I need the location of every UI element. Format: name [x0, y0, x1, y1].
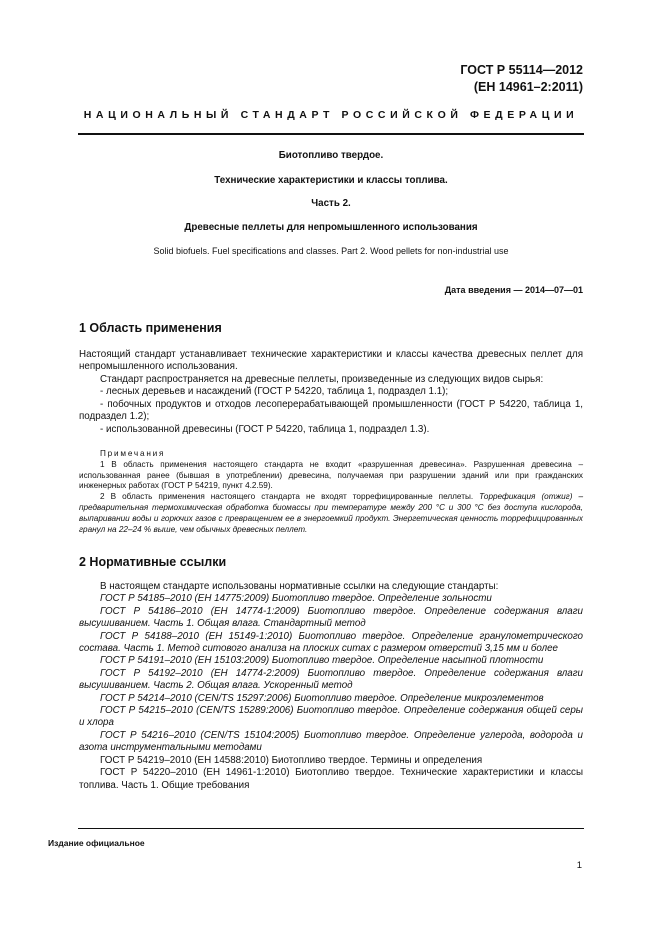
section-1-body — [79, 349, 583, 374]
note-2 — [79, 492, 583, 535]
ref-item: ГОСТ Р 54219–2010 (ЕН 14588:2010) Биотопливо твердое. Термины и определения — [100, 754, 483, 766]
title-line-3: Часть 2. — [311, 198, 351, 209]
ref-item: ГОСТ Р 54191–2010 (ЕН 15103:2009) Биотопливо твердое. Определение насыпной плотности — [100, 655, 544, 667]
refs-intro: В настоящем стандарте использованы нормативные ссылки на следующие стандарты: — [100, 581, 499, 592]
ref-item: ГОСТ Р 54192–2010 (ЕН 14774-2:2009) Биотопливо твердое. Определение содержания влаги высушиванием. Часть 2. Общая влага. Ускоренный метод — [79, 667, 583, 692]
section-2-body — [79, 581, 583, 792]
list-item-3: - использованной древесины (ГОСТ Р 54220, таблица 1, подраздел 1.3). — [100, 423, 430, 435]
para-scope-1: Настоящий стандарт устанавливает технические характеристики и классы качества древесных пеллет для непромышленного использования. — [79, 349, 583, 373]
national-standard-banner: НАЦИОНАЛЬНЫЙ СТАНДАРТ РОССИЙСКОЙ ФЕДЕРАЦИИ — [83, 109, 579, 121]
official-edition-label: Издание официальное — [48, 838, 145, 848]
ref-item: ГОСТ Р 54214–2010 (CEN/TS 15297:2006) Биотопливо твердое. Определение микроэлементов — [100, 692, 544, 704]
notes-block — [79, 449, 583, 535]
top-rule — [78, 133, 584, 135]
note-2-italic: Торрефикация (отжиг) – предварительная термохимическая обработка биомассы при температуре между 200 °С и 300 °С без доступа кислорода, выпаривании воды и горючих газов с превращением ее в энергоемкий продукт. Энергетическая ценность торрефицированных гранул на 22–24 % выше, чем обычных древесных пеллет. — [79, 492, 583, 534]
page-number: 1 — [576, 860, 582, 871]
english-title: Solid biofuels. Fuel specifications and classes. Part 2. Wood pellets for non-industrial use — [153, 246, 509, 256]
list-item-2: - побочных продуктов и отходов лесоперерабатывающей промышленности (ГОСТ Р 54220, таблица 1, подраздел 1.2); — [79, 398, 583, 423]
ref-item: ГОСТ Р 54186–2010 (ЕН 14774-1:2009) Биотопливо твердое. Определение содержания влаги высушиванием. Часть 1. Общая влага. Стандартный метод — [79, 605, 583, 630]
title-line-4: Древесные пеллеты для непромышленного использования — [184, 222, 478, 233]
notes-heading: Примечания — [100, 449, 166, 458]
ref-item: ГОСТ Р 54220–2010 (ЕН 14961-1:2010) Биотопливо твердое. Технические характеристики и классы топлива. Часть 1. Общие требования — [79, 767, 583, 791]
section-1-heading: 1 Область применения — [79, 321, 222, 335]
standard-code: ГОСТ Р 55114—2012 — [460, 63, 583, 77]
title-line-2: Технические характеристики и классы топлива. — [214, 175, 448, 186]
effective-date: Дата введения — 2014—07—01 — [444, 285, 583, 295]
ref-item: ГОСТ Р 54216–2010 (CEN/TS 15104:2005) Биотопливо твердое. Определение углерода, водорода и азота инструментальными методами — [79, 729, 583, 754]
ref-item: ГОСТ Р 54188–2010 (ЕН 15149-1:2010) Биотопливо твердое. Определение гранулометрического состава. Часть 1. Метод ситового анализа на плоских ситах с размером отверстий 3,15 мм и более — [79, 630, 583, 655]
footer-rule — [78, 828, 584, 829]
note-2-plain: 2 В область применения настоящего стандарта не входят торрефицированные пеллеты. — [100, 492, 474, 502]
section-1-list — [79, 374, 583, 436]
ref-item: ГОСТ Р 54215–2010 (CEN/TS 15289:2006) Биотопливо твердое. Определение содержания общей серы и хлора — [79, 705, 583, 729]
paragraph — [79, 349, 583, 374]
note-1: 1 В область применения настоящего стандарта не входит «разрушенная древесина». Разрушенная древесина – использованная ранее (бывшая в употреблении) древесина, получаемая при разрушении зданий или при гражданских инженерных работах (ГОСТ Р 54219, пункт 4.2.59). — [79, 459, 583, 491]
para-scope-2: Стандарт распространяется на древесные пеллеты, произведенные из следующих видов сырья: — [100, 374, 544, 385]
section-2-heading: 2 Нормативные ссылки — [79, 555, 227, 569]
standard-code-en: (ЕН 14961–2:2011) — [473, 80, 583, 94]
ref-item: ГОСТ Р 54185–2010 (ЕН 14775:2009) Биотопливо твердое. Определение зольности — [100, 593, 492, 605]
list-item-1: - лесных деревьев и насаждений (ГОСТ Р 54220, таблица 1, подраздел 1.1); — [100, 386, 449, 398]
title-line-1: Биотопливо твердое. — [278, 150, 384, 161]
